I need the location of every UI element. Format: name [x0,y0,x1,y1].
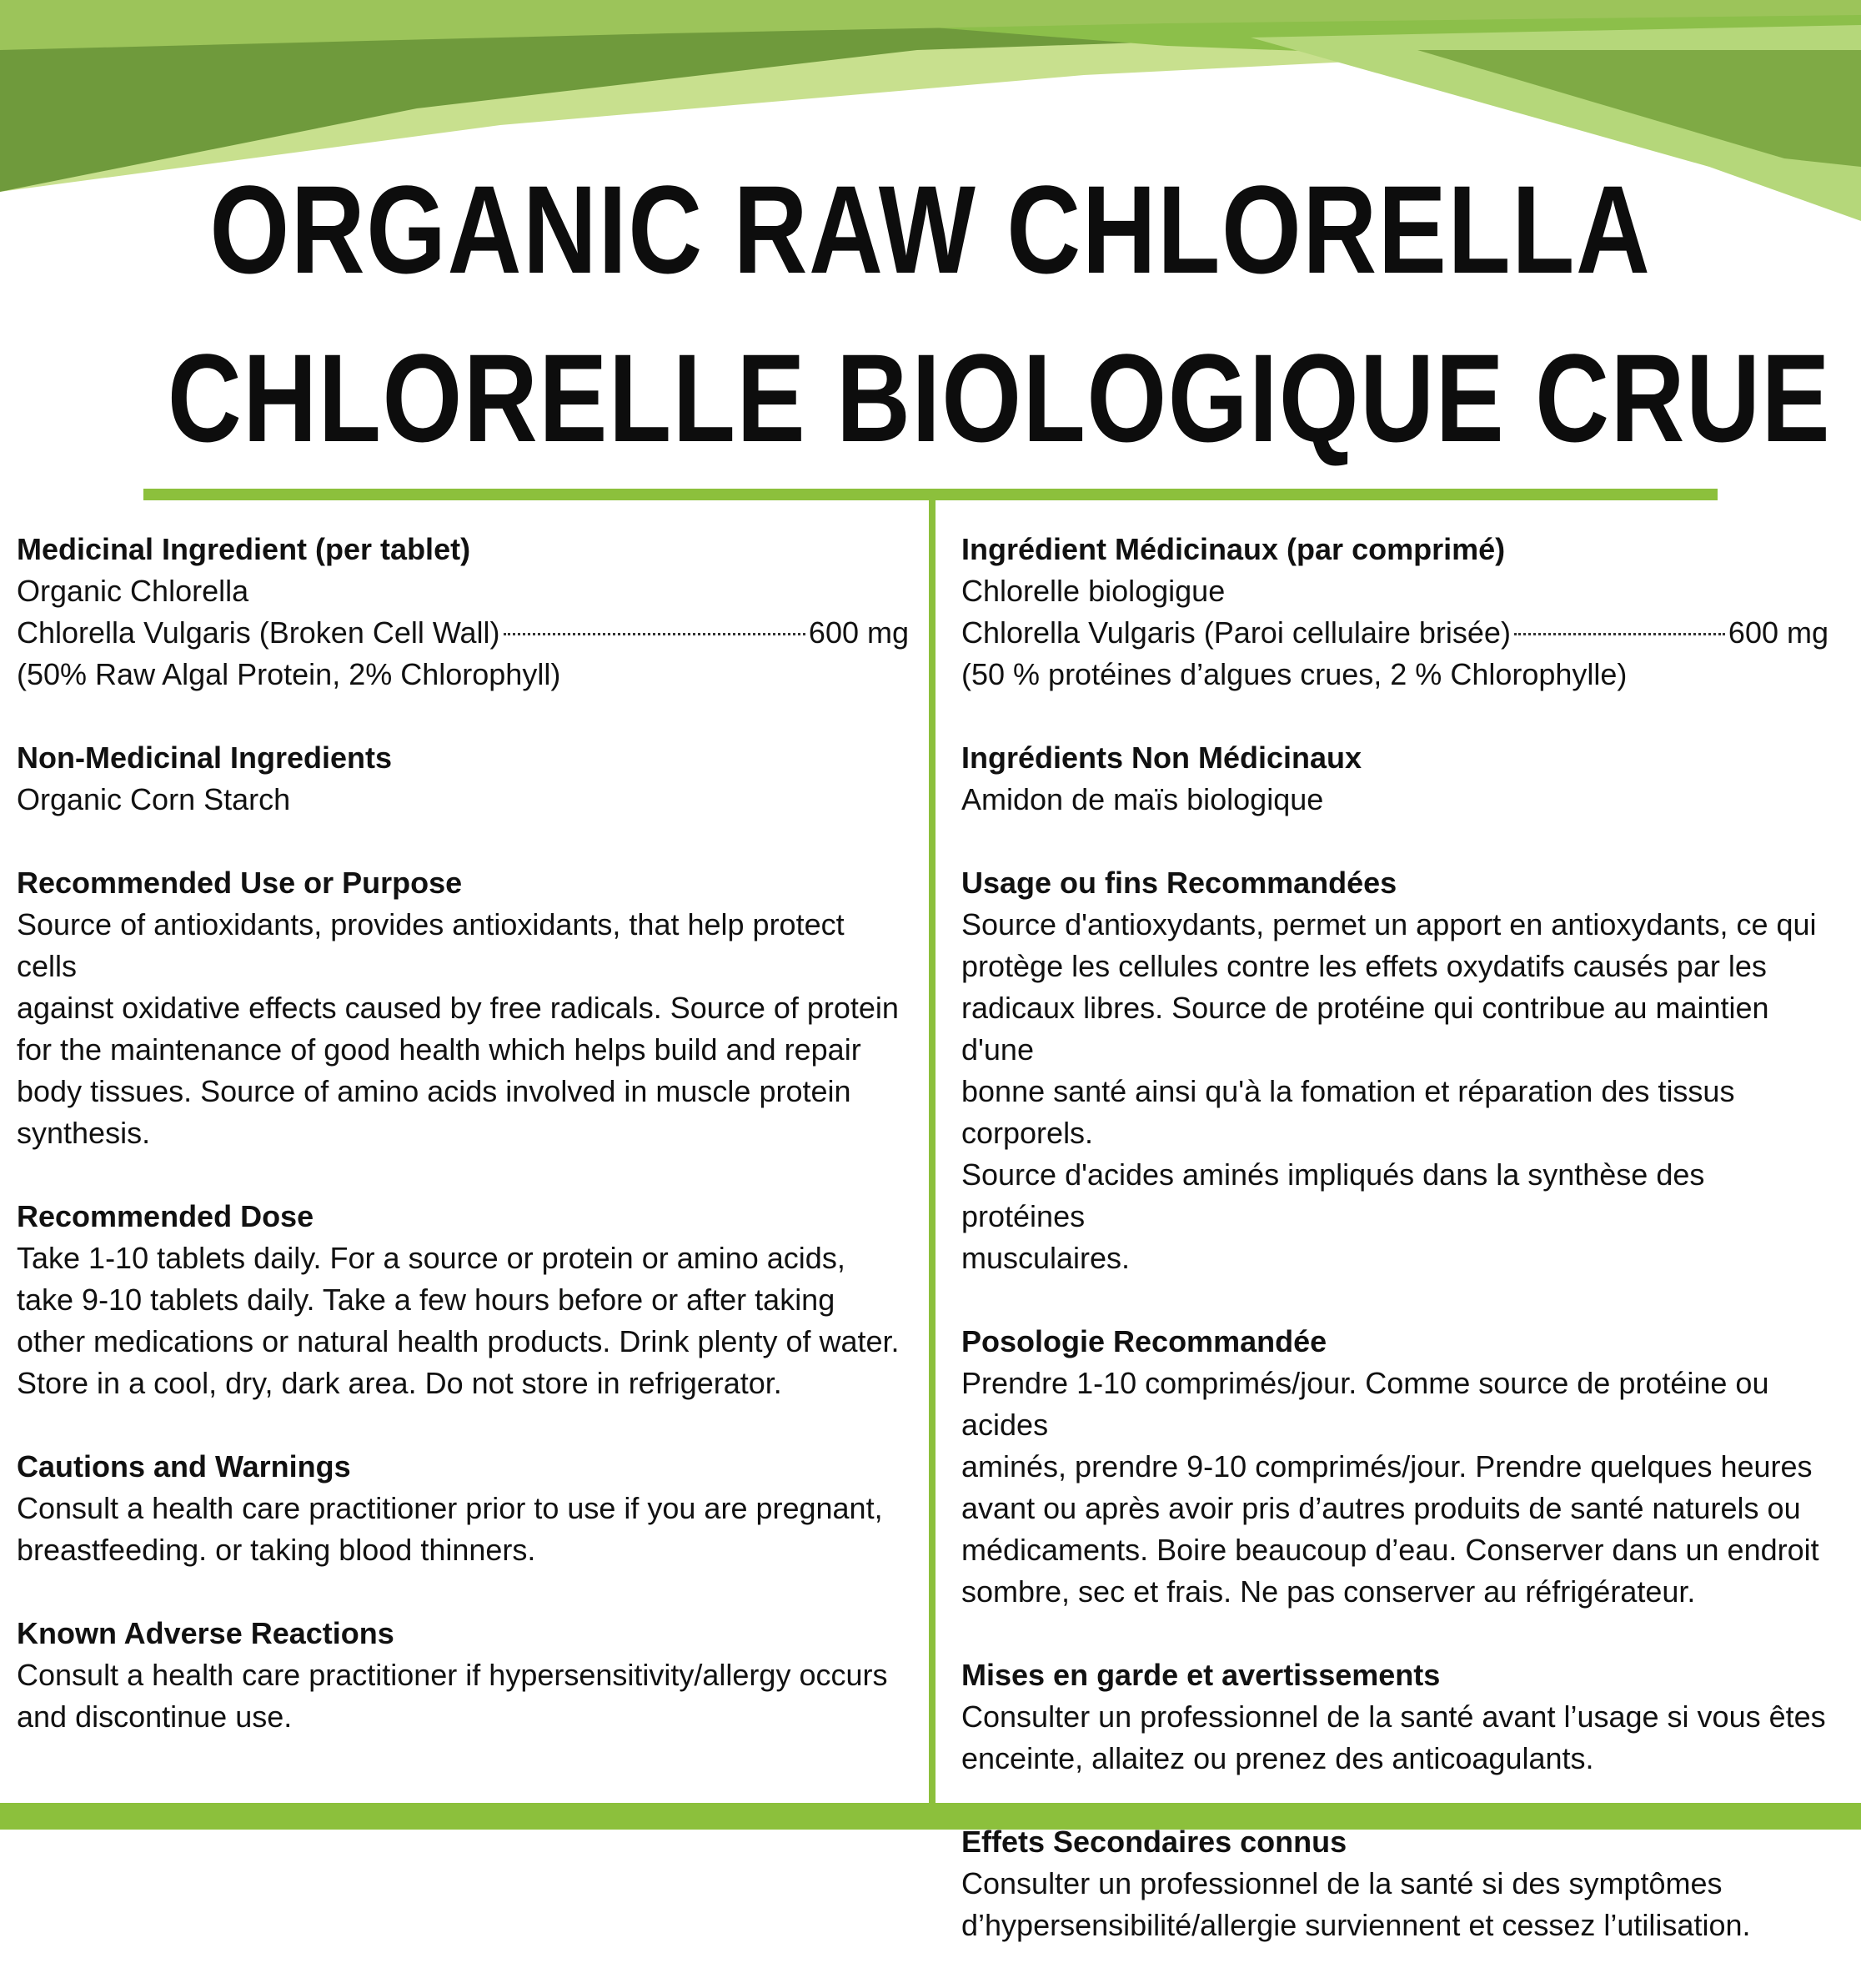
english-column [17,529,909,1780]
text-line: aminés, prendre 9-10 comprimés/jour. Prendre quelques heures [961,1449,1813,1483]
section-heading: Effets Secondaires connus [961,1825,1347,1859]
text-line: take 9-10 tablets daily. Take a few hours before or after taking [17,1283,835,1317]
text-line: avant ou après avoir pris d’autres produits de santé naturels ou [961,1491,1801,1525]
text-line: Source d'antioxydants, permet un apport en antioxydants, ce qui [961,907,1817,941]
section-heading: Recommended Dose [17,1199,314,1233]
recommended-dose-section [17,1196,909,1404]
ingredient-label: Chlorella Vulgaris (Paroi cellulaire brisée) [961,615,1511,650]
text-line: bonne santé ainsi qu'à la fomation et réparation des tissus corporels. [961,1074,1735,1150]
section-heading: Ingrédient Médicinaux (par comprimé) [961,532,1506,566]
medicinal-ingredient-section [961,529,1828,695]
text-line: for the maintenance of good health which helps build and repair [17,1032,861,1067]
section-heading: Recommended Use or Purpose [17,866,463,900]
column-divider [929,500,936,1803]
recommended-dose-section [961,1321,1828,1613]
section-heading: Ingrédients Non Médicinaux [961,740,1362,775]
section-heading: Medicinal Ingredient (per tablet) [17,532,471,566]
non-medicinal-section [961,737,1828,821]
text-line: Take 1-10 tablets daily. For a source or protein or amino acids, [17,1241,845,1275]
text-line: body tissues. Source of amino acids involved in muscle protein [17,1074,851,1108]
text-line: and discontinue use. [17,1699,293,1734]
adverse-reactions-section [17,1613,909,1738]
text-line: Source d'acides aminés impliqués dans la synthèse des protéines [961,1157,1705,1233]
recommended-use-section [961,862,1828,1279]
banner-band-right-dark [1417,50,1861,167]
text-line: protège les cellules contre les effets oxydatifs causés par les [961,949,1767,983]
section-heading: Usage ou fins Recommandées [961,866,1397,900]
title-english: ORGANIC RAW CHLORELLA [209,159,1652,299]
ingredient-name: Organic Chlorella [17,574,249,608]
text-line: Consulter un professionnel de la santé avant l’usage si vous êtes [961,1699,1826,1734]
ingredient-label: Chlorella Vulgaris (Broken Cell Wall) [17,615,500,650]
section-heading: Known Adverse Reactions [17,1616,394,1650]
title-french: CHLORELLE BIOLOGIQUE CRUE [167,328,1832,468]
ingredient-name: Chlorelle biologigue [961,574,1226,608]
title-underline [143,489,1718,500]
text-line: radicaux libres. Source de protéine qui contribue au maintien d'une [961,991,1769,1067]
ingredient-note: (50 % protéines d’algues crues, 2 % Chlorophylle) [961,657,1628,691]
cautions-section [17,1446,909,1571]
section-heading: Mises en garde et avertissements [961,1658,1441,1692]
ingredient-row [961,612,1828,654]
text-line: Prendre 1-10 comprimés/jour. Comme source de protéine ou acides [961,1366,1769,1442]
section-heading: Non-Medicinal Ingredients [17,740,393,775]
adverse-reactions-section [961,1821,1828,1946]
section-heading: Posologie Recommandée [961,1324,1327,1358]
text-line: Consult a health care practitioner prior to use if you are pregnant, [17,1491,883,1525]
text-line: d’hypersensibilité/allergie surviennent et cessez l’utilisation. [961,1908,1751,1942]
ingredient-note: (50% Raw Algal Protein, 2% Chlorophyll) [17,657,561,691]
text-line: Store in a cool, dry, dark area. Do not store in refrigerator. [17,1366,782,1400]
medicinal-ingredient-section [17,529,909,695]
ingredient-row [17,612,909,654]
text-line: médicaments. Boire beaucoup d’eau. Conserver dans un endroit [961,1533,1819,1567]
ingredient-amount: 600 mg [1728,615,1828,650]
non-medicinal-section [17,737,909,821]
cautions-section [961,1654,1828,1780]
text-line: Consult a health care practitioner if hypersensitivity/allergy occurs [17,1658,888,1692]
text-line: musculaires. [961,1241,1131,1275]
text-line: breastfeeding. or taking blood thinners. [17,1533,536,1567]
dot-leader [1514,633,1725,635]
french-column [961,529,1828,1988]
text-line: enceinte, allaitez ou prenez des anticoagulants. [961,1741,1594,1775]
ingredient-amount: 600 mg [808,615,909,650]
section-text: Amidon de maïs biologique [961,782,1324,816]
text-line: synthesis. [17,1116,151,1150]
recommended-use-section [17,862,909,1154]
text-line: sombre, sec et frais. Ne pas conserver au réfrigérateur. [961,1574,1696,1609]
section-heading: Cautions and Warnings [17,1449,351,1483]
text-line: Source of antioxidants, provides antioxidants, that help protect cells [17,907,845,983]
section-text: Organic Corn Starch [17,782,291,816]
text-line: against oxidative effects caused by free radicals. Source of protein [17,991,899,1025]
text-line: Consulter un professionnel de la santé si des symptômes [961,1866,1723,1900]
text-line: other medications or natural health products. Drink plenty of water. [17,1324,900,1358]
dot-leader [504,633,805,635]
